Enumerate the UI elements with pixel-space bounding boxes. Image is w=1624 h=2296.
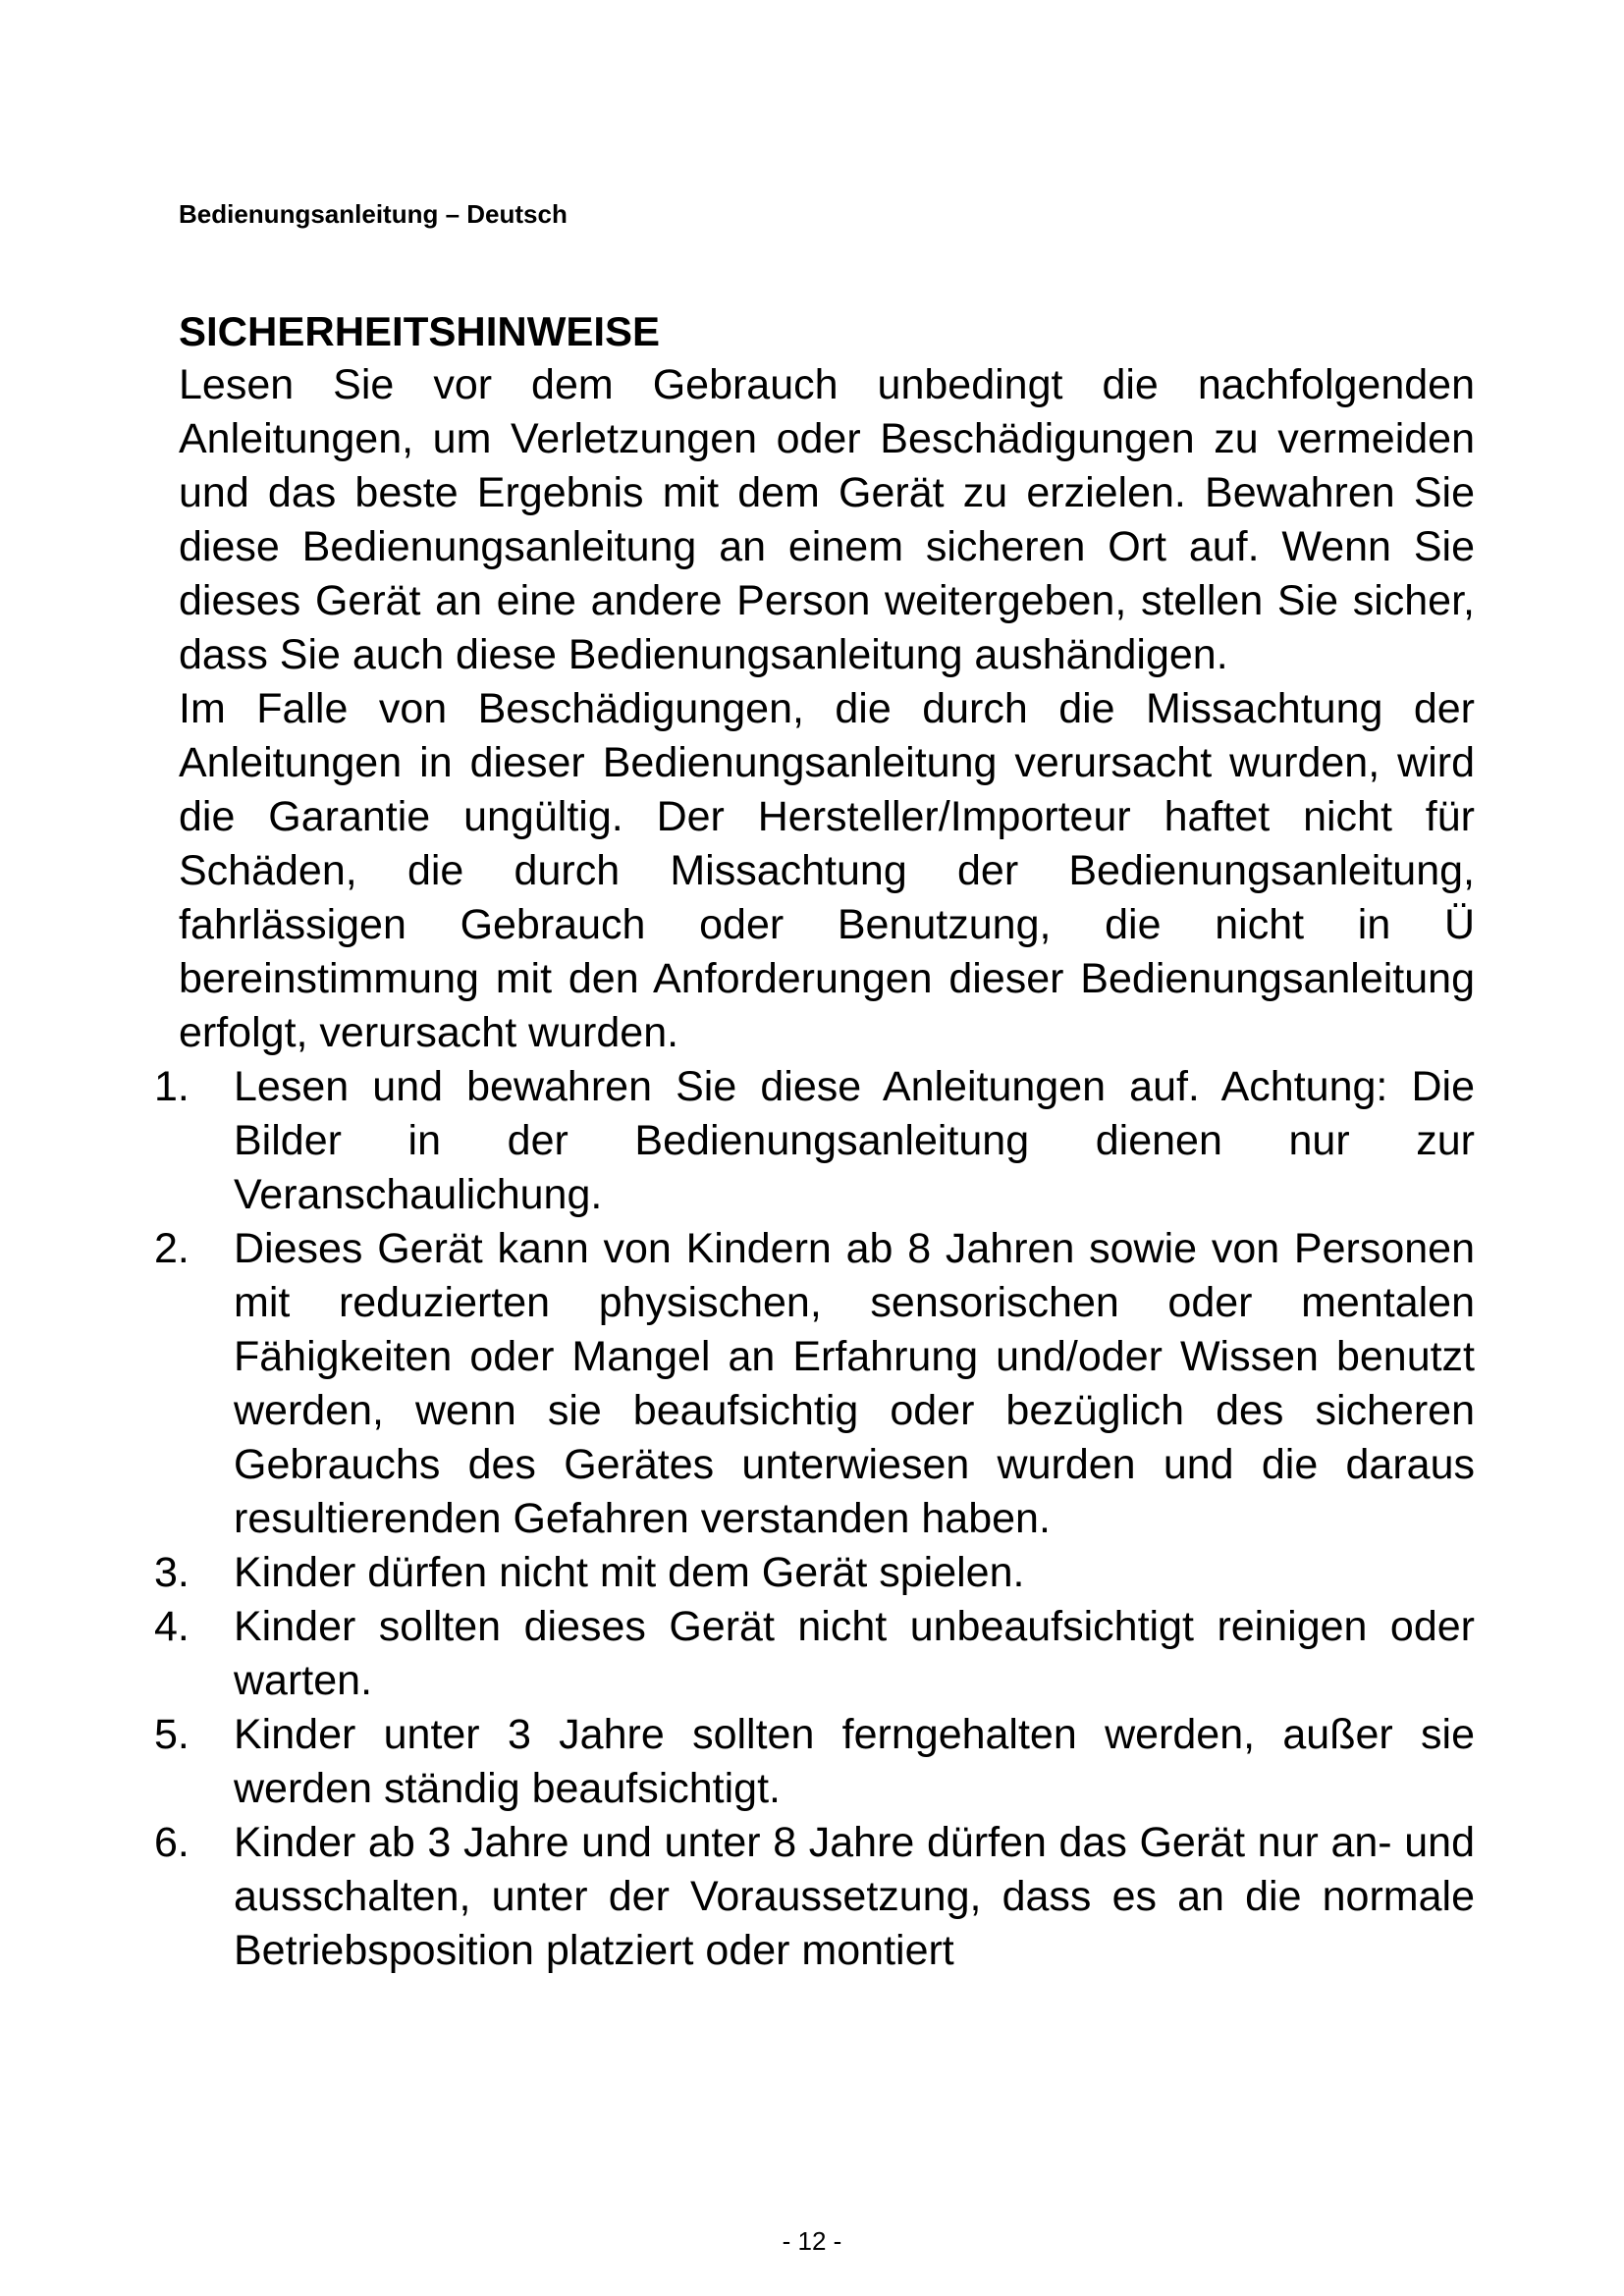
list-item-text: Lesen und bewahren Sie diese Anleitungen auf. Achtung: Die Bilder in der Bedienungsanleitung dienen nur zur Veranschaulichung. — [234, 1063, 1475, 1218]
list-item — [154, 1816, 1475, 1978]
liability-paragraph: Im Falle von Beschädigungen, die durch die Missachtung der Anleitungen in dieser Bedienungsanleitung verursacht wurden, wird die Garantie ungültig. Der Hersteller/Importeur haftet nicht für Schäden, die durch Missachtung der Bedienungsanleitung, fahrlässigen Gebrauch oder Benutzung, die nicht in Ü bereinstimmung mit den Anforderungen dieser Bedienungsanleitung erfolgt, verursacht wurden. — [179, 685, 1475, 1056]
safety-instructions-list — [154, 1060, 1475, 1978]
section-title: SICHERHEITSHINWEISE — [179, 308, 661, 354]
list-item-number: 1. — [154, 1063, 189, 1110]
list-item-text: Kinder unter 3 Jahre sollten ferngehalten werden, außer sie werden ständig beaufsichtigt. — [234, 1711, 1475, 1812]
list-item-text: Kinder dürfen nicht mit dem Gerät spielen. — [234, 1549, 1025, 1596]
list-item-text: Kinder ab 3 Jahre und unter 8 Jahre dürfen das Gerät nur an- und ausschalten, unter der Voraussetzung, dass es an die normale Betriebsposition platziert oder montiert — [234, 1819, 1475, 1974]
page-number: - 12 - — [782, 2226, 842, 2256]
running-header: Bedienungsanleitung – Deutsch — [179, 199, 568, 229]
list-item-number: 3. — [154, 1549, 189, 1596]
list-item-number: 2. — [154, 1225, 189, 1272]
list-item-text: Kinder sollten dieses Gerät nicht unbeaufsichtigt reinigen oder warten. — [234, 1603, 1475, 1704]
intro-paragraph: Lesen Sie vor dem Gebrauch unbedingt die nachfolgenden Anleitungen, um Verletzungen oder Beschädigungen zu vermeiden und das beste Ergebnis mit dem Gerät zu erzielen. Bewahren Sie diese Bedienungsanleitung an einem sicheren Ort auf. Wenn Sie dieses Gerät an eine andere Person weitergeben, stellen Sie sicher, dass Sie auch diese Bedienungsanleitung aushändigen. — [179, 361, 1475, 678]
list-item — [154, 1222, 1475, 1546]
list-item — [154, 1600, 1475, 1708]
list-item-number: 6. — [154, 1819, 189, 1866]
list-item — [154, 1708, 1475, 1816]
list-item-number: 5. — [154, 1711, 189, 1758]
list-item-text: Dieses Gerät kann von Kindern ab 8 Jahren sowie von Personen mit reduzierten physischen, sensorischen oder mentalen Fähigkeiten oder Mangel an Erfahrung und/oder Wissen benutzt werden, wenn sie beaufsichtig oder bezüglich des sicheren Gebrauchs des Gerätes unterwiesen wurden und die daraus resultierenden Gefahren verstanden haben. — [234, 1225, 1475, 1542]
page-content — [154, 304, 1475, 1978]
list-item — [154, 1546, 1475, 1600]
list-item — [154, 1060, 1475, 1222]
list-item-number: 4. — [154, 1603, 189, 1650]
